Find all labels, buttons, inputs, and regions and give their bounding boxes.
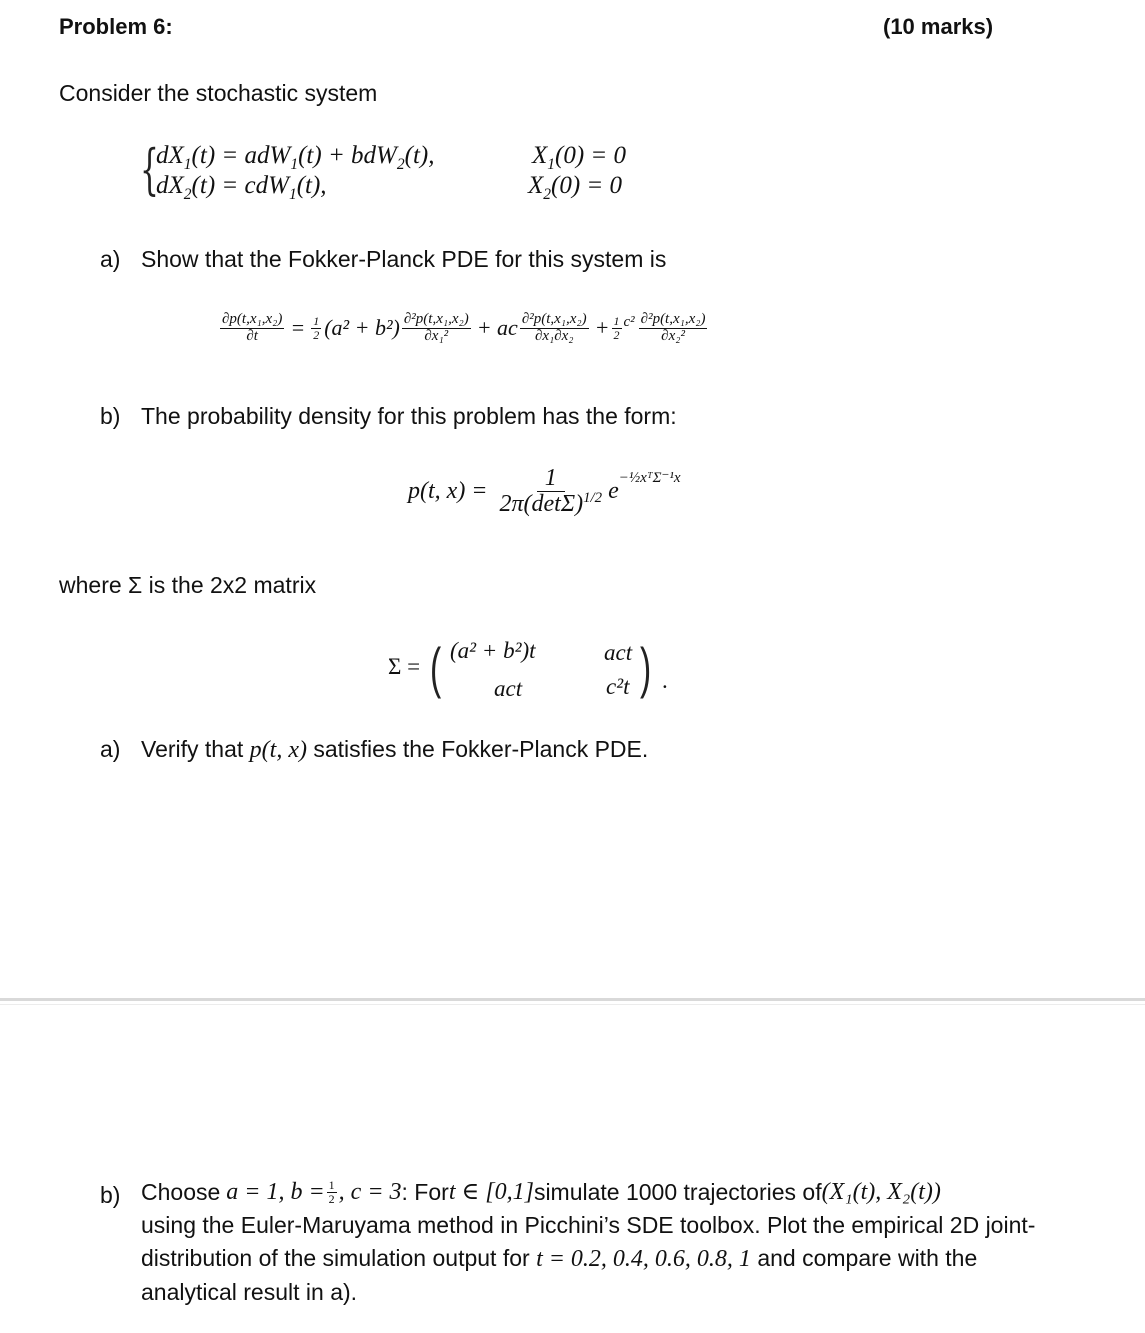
pde-lhs-fraction: $\frac{\text{∂p(t,x₁,x₂)}}{\partial t}$ (222, 311, 283, 344)
matrix-right-paren: ) (640, 636, 652, 699)
intro-text: Consider the stochastic system (59, 80, 378, 106)
part-b2-line-3: distribution of the simulation output for t = 0.2, 0.4, 0.6, 0.8, 1 and compare with the (141, 1245, 978, 1272)
part-b-label: b) (100, 403, 121, 429)
density-fraction: $\frac{1}{2\pi(\det\Sigma)^{1/2}}$ (499, 465, 603, 518)
page-divider (0, 998, 1145, 1001)
problem-title: Problem 6: (59, 14, 173, 39)
density-formula: p(t, x) = $\frac{1}{2\pi(\det\Sigma)^{1/2}}$ e −½xᵀΣ⁻¹x (408, 465, 681, 518)
initial-condition-2: $X_2(0) = 0$ (528, 172, 623, 203)
left-brace: { (140, 138, 159, 201)
part-b2-line-4: analytical result in a). (141, 1279, 358, 1305)
fokker-planck-pde: $\frac{\text{∂p(t,x₁,x₂)}}{\partial t}$ = $\frac{1}{2}$ (a² + b²) $\frac{\text{∂²p(t,x₁,x₂)}}{\text{∂x₁²}}$ + ac $\frac{\text{∂²p(t,x₁,x₂)}}{\text{∂x₁∂x₂}}$ + $\frac{1}{2}$ c² $\frac{\text{∂²p(t,x₁,x₂)}}{\text{∂x₂²}}$ (222, 311, 706, 344)
part-b-text: The probability density for this problem has the form: (141, 403, 677, 429)
part-b2-line-1: Choose a = 1, b = $\frac{1}{2}$ , c = 3 : For t ∈ [0,1] simulate 1000 trajectories of (X₁(t), X₂(t)) (141, 1178, 941, 1206)
page-divider-shadow (0, 1004, 1145, 1005)
sde-equation-1: $dX_1(t) = adW_1(t) + bdW_2(t)$, (156, 142, 435, 173)
where-text: where Σ is the 2x2 matrix (59, 572, 317, 598)
initial-condition-1: $X_1(0) = 0$ (532, 142, 627, 173)
part-b2-paragraph (141, 1176, 1035, 1309)
part-a2-text: Verify that p(t, x) satisfies the Fokker-Planck PDE. (141, 736, 649, 763)
problem-marks: (10 marks) (883, 14, 994, 39)
matrix-left-paren: ( (430, 636, 442, 699)
part-b2-line-2: using the Euler-Maruyama method in Picchini’s SDE toolbox. Plot the empirical 2D joint- (141, 1212, 1036, 1238)
sde-equation-2: $dX_2(t) = cdW_1(t)$, (156, 172, 327, 203)
part-a2-label: a) (100, 736, 121, 762)
part-a-label: a) (100, 246, 121, 272)
part-a-text: Show that the Fokker-Planck PDE for this system is (141, 246, 667, 272)
part-b2-label: b) (100, 1182, 121, 1208)
